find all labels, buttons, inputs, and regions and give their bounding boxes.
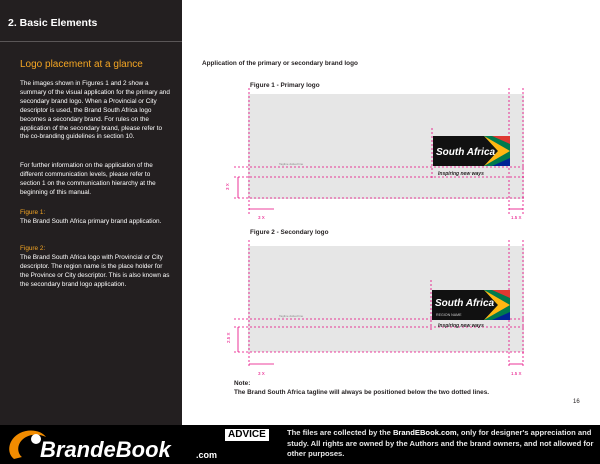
dim-bottom-left-label: 3 X (258, 371, 265, 376)
dim-bottom-left-label: 3 X (258, 215, 265, 220)
disclaimer-part-b: , only for designer's appreciation and study. All rights are owned by the Authors and the brand owners, and not allowed for other purposes. (287, 428, 594, 458)
sidebar-heading: Logo placement at a glance (20, 59, 143, 70)
info-paragraph: For further information on the application of the different communication levels, please refer to section 1 on the communication hierarchy at the beginning of this manual. (20, 162, 156, 196)
figure1-title: Figure 1 - Primary logo (250, 82, 320, 89)
section-title: 2. Basic Elements (8, 17, 98, 29)
logo-suffix: .com (196, 450, 218, 460)
tagline-line-label: Tagline dotted line (279, 314, 304, 318)
intro-paragraph: The images shown in Figures 1 and 2 show a summary of the visual application for the primary and secondary brand logo. When a Provincial or City descriptor is used, the Brand South Africa logo becomes a secondary brand. For rules on the application of the secondary brand, please refer to the co-branding guidelines in section 10. (20, 80, 170, 141)
advice-badge: ADVICE (225, 429, 269, 441)
sidebar (0, 0, 182, 425)
note-label: Note: (234, 380, 251, 387)
disclaimer-text (287, 428, 597, 460)
note (234, 379, 489, 397)
figure2-caption (20, 245, 170, 290)
disclaimer-part-a: The files are collected by the (287, 428, 393, 437)
logo-tagline: Inspiring new ways (438, 171, 484, 177)
dim-left-label: 3 X (225, 183, 230, 190)
figure2-text: The Brand South Africa logo with Provincial or City descriptor. The region name is the place holder for the Province or City descriptor. This is also known as the secondary brand logo application. (20, 253, 170, 288)
logo-wordmark: BrandeBook (40, 437, 171, 462)
figure2-label: Figure 2: (20, 245, 46, 252)
figure2-diagram (182, 240, 600, 378)
divider (0, 41, 182, 42)
dim-bottom-right-label: 1.5 X (511, 371, 522, 376)
main-content (182, 0, 600, 425)
logo-wordmark: South Africa (436, 147, 496, 158)
figure1-caption (20, 209, 170, 227)
application-title: Application of the primary or secondary brand logo (202, 60, 358, 67)
figure1-text: The Brand South Africa primary brand application. (20, 217, 162, 225)
dim-left-label: 2.5 X (226, 332, 231, 343)
note-text: The Brand South Africa tagline will always be positioned below the two dotted lines. (234, 389, 490, 396)
page-number: 16 (573, 399, 580, 405)
figure1-diagram (182, 88, 600, 228)
tagline-line-label: Tagline dotted line (279, 162, 304, 166)
figure2-title: Figure 2 - Secondary logo (250, 229, 329, 236)
dim-bottom-right-label: 1.5 X (511, 215, 522, 220)
brandebook-logo[interactable] (0, 425, 230, 464)
figure1-label: Figure 1: (20, 209, 46, 216)
logo-tagline: Inspiring new ways (438, 323, 484, 329)
disclaimer-site-link[interactable]: BrandEBook.com (392, 428, 457, 437)
region-name: REGION NAME (436, 313, 462, 317)
logo-wordmark: South Africa (435, 298, 495, 309)
